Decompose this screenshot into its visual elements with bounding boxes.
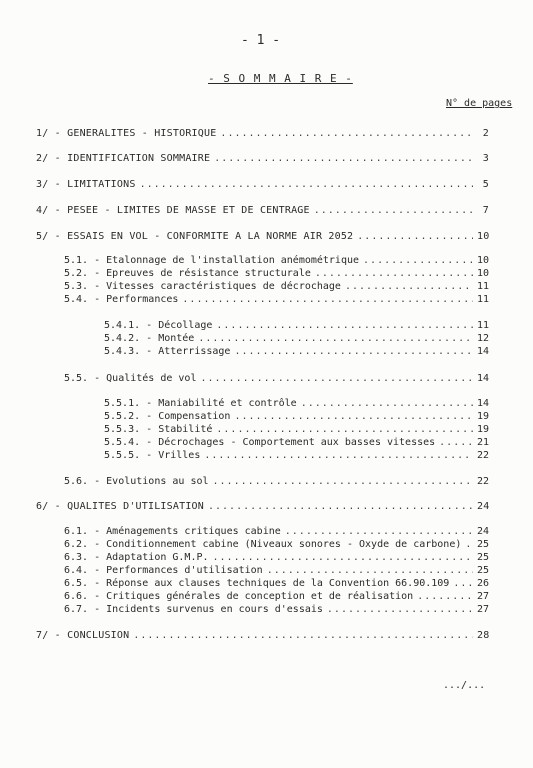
continuation-mark: .../... [443,680,486,691]
toc-entry-5-5: 5.5. - Qualités de vol ..... 14 [64,372,489,385]
toc-entry-5-1: 5.1. - Etalonnage de l'installation anémométrique ..... 10 [64,254,489,267]
toc-entry-5-4-1: 5.4.1. - Décollage ..... 11 [104,319,489,332]
toc-entry-5: 5/ - ESSAIS EN VOL - CONFORMITE A LA NORME AIR 2052 ..... 10 [36,230,489,243]
toc-entry-5-4-3: 5.4.3. - Atterrissage ..... 14 [104,345,489,358]
toc-entry-5-3: 5.3. - Vitesses caractéristiques de décrochage ..... 11 [64,280,489,293]
toc-entry-6-3: 6.3. - Adaptation G.M.P. ..... 25 [64,551,489,564]
toc-entry-5-5-1: 5.5.1. - Maniabilité et contrôle ..... 14 [104,397,489,410]
toc-entry-7: 7/ - CONCLUSION ..... 28 [36,629,489,642]
toc-entry-5-5-4: 5.5.4. - Décrochages - Comportement aux basses vitesses ..... 21 [104,436,489,449]
toc-entry-5-6: 5.6. - Evolutions au sol ..... 22 [64,475,489,488]
toc-entry-6-6: 6.6. - Critiques générales de conception et de réalisation ..... 27 [64,590,489,603]
toc-entry-5-4: 5.4. - Performances ..... 11 [64,293,489,306]
toc-title: - S O M M A I R E - [208,72,353,85]
toc-entry-5-2: 5.2. - Epreuves de résistance structurale ..... 10 [64,267,489,280]
toc-entry-6-5: 6.5. - Réponse aux clauses techniques de la Convention 66.90.109 ..... 26 [64,577,489,590]
toc-entry-6: 6/ - QUALITES D'UTILISATION ..... 24 [36,500,489,513]
toc-entry-5-4-2: 5.4.2. - Montée ..... 12 [104,332,489,345]
toc-entry-6-1: 6.1. - Aménagements critiques cabine ..... 24 [64,525,489,538]
toc-entry-6-4: 6.4. - Performances d'utilisation ..... 25 [64,564,489,577]
toc-entry-6-7: 6.7. - Incidents survenus en cours d'essais ..... 27 [64,603,489,616]
toc-entry-1: 1/ - GENERALITES - HISTORIQUE ..... 2 [36,127,489,140]
toc-entry-4: 4/ - PESEE - LIMITES DE MASSE ET DE CENTRAGE ..... 7 [36,204,489,217]
toc-entry-6-2: 6.2. - Conditionnement cabine (Niveaux sonores - Oxyde de carbone) ..... 25 [64,538,489,551]
toc-entry-2: 2/ - IDENTIFICATION SOMMAIRE ..... 3 [36,152,489,165]
page-number: - 1 - [241,33,281,48]
toc-entry-5-5-5: 5.5.5. - Vrilles ..... 22 [104,449,489,462]
toc-entry-3: 3/ - LIMITATIONS ..... 5 [36,178,489,191]
toc-entry-5-5-3: 5.5.3. - Stabilité ..... 19 [104,423,489,436]
page-column-header: N° de pages [446,98,513,109]
toc-entry-5-5-2: 5.5.2. - Compensation ..... 19 [104,410,489,423]
